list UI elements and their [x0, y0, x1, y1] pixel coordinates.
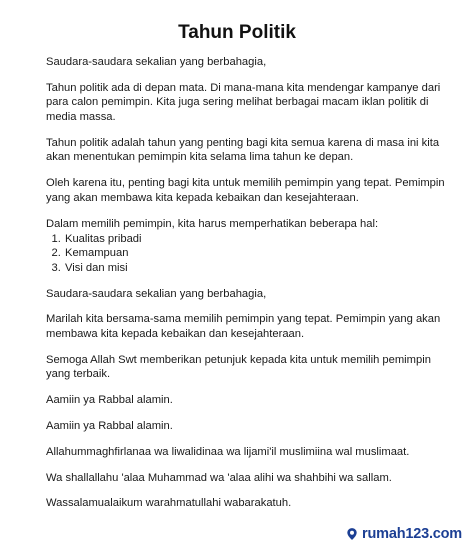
paragraph: Wassalamualaikum warahmatullahi wabarakatuh. — [46, 497, 292, 510]
paragraph: Tahun politik ada di depan mata. Di mana-mana kita mendengar kampanye dari para calon pemimpin. Kita juga sering melihat berbagai macam iklan politik di media massa. — [46, 81, 441, 123]
paragraph: Wa shallallahu 'alaa Muhammad wa 'alaa alihi wa shahbihi wa sallam. — [46, 471, 392, 484]
paragraph: Allahummaghfirlanaa wa liwalidinaa wa lijami'il muslimiina wal muslimaat. — [46, 445, 410, 458]
paragraph: Dalam memilih pemimpin, kita harus memperhatikan beberapa hal: — [46, 217, 379, 230]
list-item: 3. Visi dan misi — [64, 261, 448, 276]
document-body — [46, 55, 448, 522]
paragraph: Semoga Allah Swt memberikan petunjuk kepada kita untuk memilih pemimpin yang terbaik. — [46, 353, 431, 381]
paragraph: Aamiin ya Rabbal alamin. — [46, 394, 173, 407]
paragraph: Tahun politik adalah tahun yang penting bagi kita semua karena di masa ini kita akan menentukan pemimpin kita selama lima tahun ke depan. — [46, 136, 440, 164]
criteria-list — [46, 232, 448, 276]
list-item: 2. Kemampuan — [64, 246, 448, 261]
location-pin-icon — [345, 527, 359, 541]
paragraph: Oleh karena itu, penting bagi kita untuk memilih pemimpin yang tepat. Pemimpin yang akan membawa kita kepada kebaikan dan kesejahteraan. — [46, 177, 445, 204]
paragraph: Saudara-saudara sekalian yang berbahagia, — [46, 56, 267, 68]
paragraph: Aamiin ya Rabbal alamin. — [46, 419, 173, 432]
brand-logo — [345, 526, 462, 542]
list-item: 1. Kualitas pribadi — [64, 232, 448, 247]
paragraph: Marilah kita bersama-sama memilih pemimpin yang tepat. Pemimpin yang akan membawa kita kepada kebaikan dan kesejahteraan. — [46, 313, 441, 341]
paragraph: Saudara-saudara sekalian yang berbahagia, — [46, 287, 267, 300]
brand-name: rumah123.com — [362, 526, 462, 542]
document-title: Tahun Politik — [178, 22, 296, 43]
